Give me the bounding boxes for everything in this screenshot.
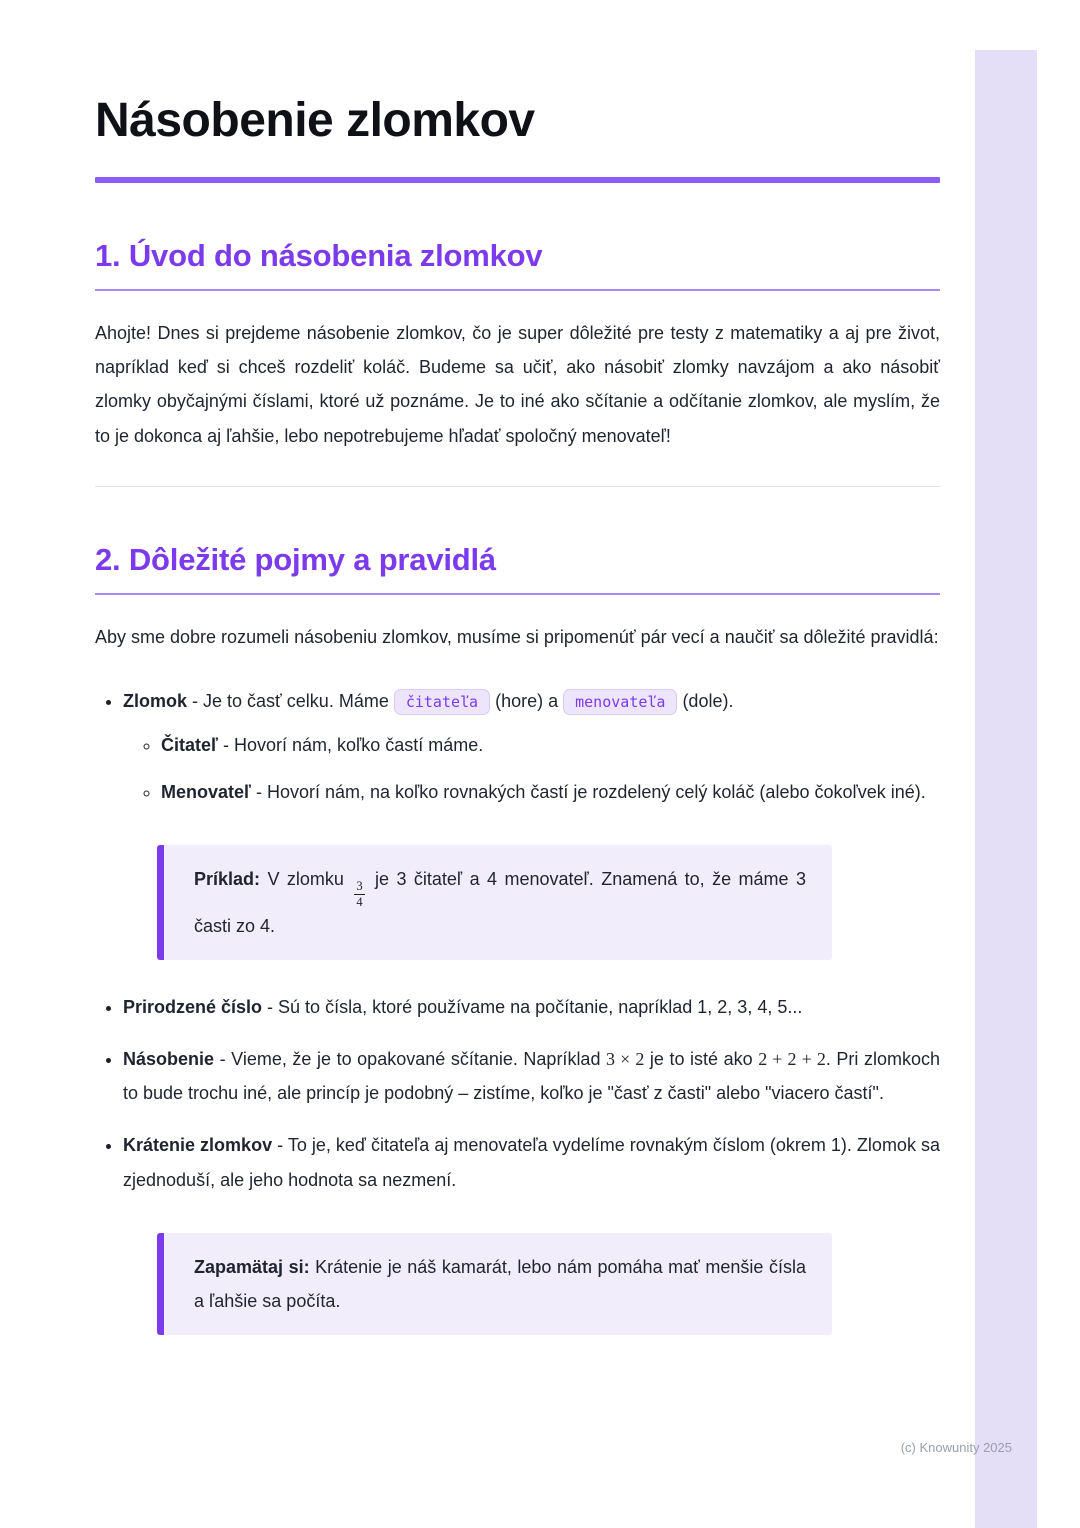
math-expression-2: 2 + 2 + 2 — [758, 1049, 826, 1070]
callout-zapamataj-label: Zapamätaj si: — [194, 1256, 310, 1277]
section-uvod — [95, 237, 940, 453]
term-citatel: Čitateľ — [161, 735, 218, 756]
callout-zapamataj-text — [194, 1250, 806, 1318]
term-prirodzene-cislo: Prirodzené číslo — [123, 996, 263, 1017]
prirodzene-cislo-text: - Sú to čísla, ktoré používame na počítanie, napríklad 1, 2, 3, 4, 5... — [262, 996, 803, 1017]
section2-intro: Aby sme dobre rozumeli násobeniu zlomkov, musíme si pripomenúť pár vecí a naučiť sa dôležité pravidlá: — [95, 626, 939, 647]
term-nasobenie: Násobenie — [123, 1049, 215, 1070]
term-zlomok: Zlomok — [123, 691, 188, 712]
section-divider — [95, 486, 940, 487]
zlomok-sublist — [123, 728, 940, 808]
citatel-text: - Hovorí nám, koľko častí máme. — [217, 735, 484, 756]
math-expression-1: 3 × 2 — [606, 1049, 645, 1070]
code-chip-citatela: čitateľa — [394, 689, 490, 715]
section1-heading: 1. Úvod do násobenia zlomkov — [95, 237, 543, 273]
nasobenie-text-3: . Pri zlomkoch to bude trochu iné, ale princíp je podobný – zistíme, koľko je "časť z časti" alebo "viacero častí". — [123, 1049, 940, 1104]
zlomok-text-1: - Je to časť celku. Máme — [187, 691, 394, 712]
list-item-zlomok — [123, 684, 940, 809]
menovatel-text: - Hovorí nám, na koľko rovnakých častí je rozdelený celý koláč (alebo čokoľvek iné). — [250, 781, 926, 802]
section2-heading: 2. Dôležité pojmy a pravidlá — [95, 541, 496, 577]
list-item-nasobenie — [123, 1042, 940, 1110]
callout-priklad-before: V zlomku — [260, 868, 352, 889]
list-item-prirodzene-cislo — [123, 990, 940, 1024]
kratenie-zlomkov-text: - To je, keď čitateľa aj menovateľa vydelíme rovnakým číslom (okrem 1). Zlomok sa zjednoduší, ale jeho hodnota sa nezmení. — [123, 1135, 940, 1190]
callout-zapamataj — [157, 1233, 832, 1335]
callout-priklad-after: je 3 čitateľ a 4 menovateľ. Znamená to, že máme 3 časti zo 4. — [194, 868, 806, 936]
callout-priklad-text — [194, 862, 806, 943]
fraction-numerator: 3 — [356, 878, 363, 893]
page-title: Násobenie zlomkov — [95, 94, 535, 147]
nasobenie-text-1: - Vieme, že je to opakované sčítanie. Napríklad — [214, 1049, 607, 1070]
term-menovatel: Menovateľ — [161, 781, 251, 802]
zlomok-text-3: (dole). — [677, 691, 734, 712]
nasobenie-text-2: je to isté ako — [644, 1049, 759, 1070]
fraction-denominator: 4 — [356, 895, 363, 910]
side-strip — [975, 50, 1037, 1528]
callout-zapamataj-body: Krátenie je náš kamarát, lebo nám pomáha mať menšie čísla a ľahšie sa počíta. — [194, 1256, 806, 1312]
terms-list-bottom — [95, 990, 940, 1197]
zlomok-text-2: (hore) a — [490, 691, 564, 712]
section1-paragraph: Ahojte! Dnes si prejdeme násobenie zlomkov, čo je super dôležité pre testy z matematiky a aj pre život, napríklad keď si chceš rozdeliť koláč. Budeme sa učiť, ako násobiť zlomky navzájom a ako násobiť zlomky obyčajnými číslami, ktoré už poznáme. Je to iné ako sčítanie a odčítanie zlomkov, ale myslím, že to je dokonca aj ľahšie, lebo nepotrebujeme hľadať spoločný menovateľ! — [95, 323, 940, 446]
title-rule — [95, 177, 940, 183]
callout-priklad — [157, 845, 832, 960]
document-content — [95, 0, 940, 1335]
section-pojmy — [95, 541, 940, 1335]
list-item-citatel — [161, 728, 940, 762]
section2-heading-rule — [95, 593, 940, 595]
list-item-kratenie-zlomkov — [123, 1128, 940, 1196]
term-kratenie-zlomkov: Krátenie zlomkov — [123, 1135, 273, 1156]
callout-priklad-label: Príklad: — [194, 868, 261, 889]
code-chip-menovatela: menovateľa — [563, 689, 677, 715]
fraction-three-quarters — [354, 880, 364, 909]
terms-list-top — [95, 684, 940, 809]
list-item-menovatel — [161, 775, 940, 809]
section1-heading-rule — [95, 289, 940, 291]
copyright: (c) Knowunity 2025 — [900, 1440, 1012, 1455]
